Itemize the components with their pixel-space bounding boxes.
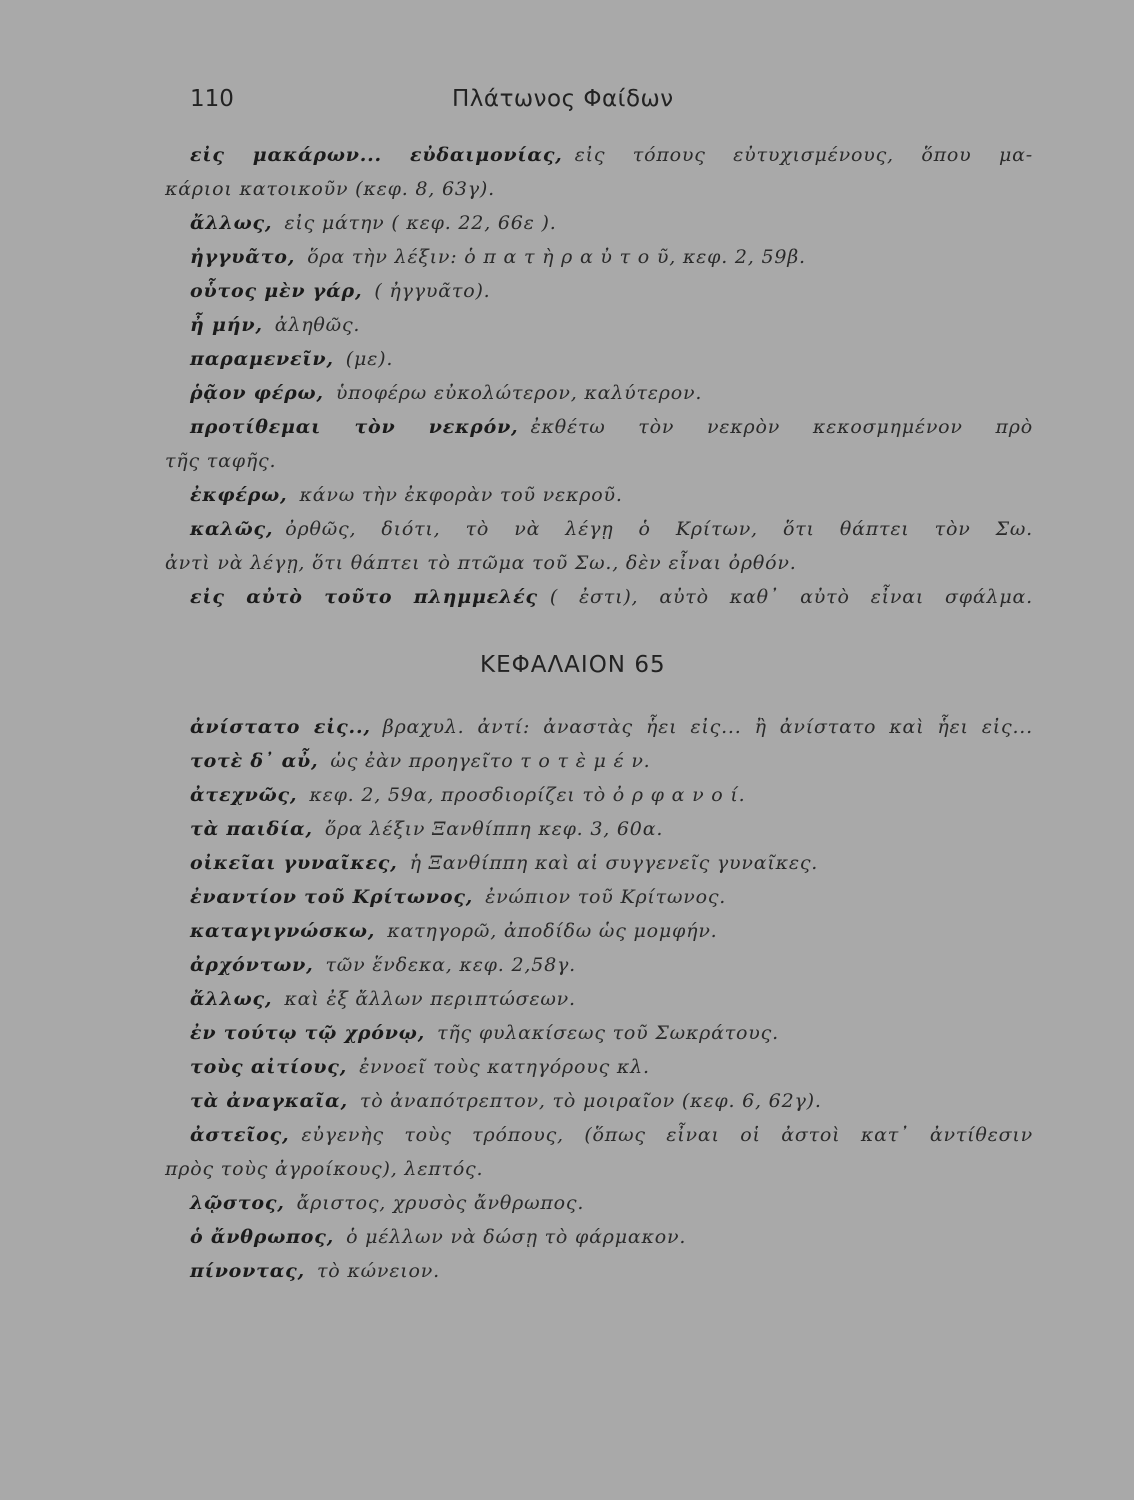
glossary-line [190, 886, 726, 908]
glossary-line [190, 1260, 440, 1282]
glossary-line [190, 1226, 686, 1248]
glossary-lemma: εἰς μακάρων... εὐδαιμονίας, [190, 144, 563, 166]
glossary-lemma: ῥᾷον φέρω, [190, 382, 324, 404]
glossary-gloss: ὀρθῶς, διότι, τὸ νὰ λέγῃ ὁ Κρίτων, ὅτι θάπτει τὸν Σω. [285, 518, 1033, 540]
glossary-line [190, 1022, 779, 1044]
glossary-lemma: ἄλλως, [190, 212, 273, 234]
glossary-line [190, 784, 745, 806]
glossary-lemma: εἰς αὐτὸ τοῦτο πλημμελές [190, 586, 538, 608]
glossary-lemma: τὰ παιδία, [190, 818, 313, 840]
glossary-line [190, 280, 491, 302]
glossary-line [190, 314, 360, 336]
glossary-lemma: ἐναντίον τοῦ Κρίτωνος, [190, 886, 474, 908]
glossary-gloss: τῶν ἕνδεκα, κεφ. 2,58γ. [325, 954, 576, 976]
glossary-gloss: τῆς ταφῆς. [165, 450, 277, 472]
glossary-gloss: κατηγορῶ, ἀποδίδω ὡς μομφήν. [387, 920, 718, 942]
glossary-line [190, 750, 651, 772]
glossary-line [190, 246, 806, 268]
glossary-gloss: ἀληθῶς. [274, 314, 361, 336]
glossary-gloss: ὡς ἐὰν προηγεῖτο τ ο τ ὲ μ έ ν. [330, 750, 651, 772]
glossary-line [190, 416, 1033, 438]
glossary-line [190, 1090, 822, 1112]
glossary-gloss: κάριοι κατοικοῦν (κεφ. 8, 63γ). [165, 178, 495, 200]
glossary-line [165, 552, 797, 574]
glossary-line [190, 920, 718, 942]
glossary-lemma: λῷστος, [190, 1192, 285, 1214]
glossary-gloss: τὸ κώνειον. [316, 1260, 440, 1282]
glossary-line [165, 178, 495, 200]
glossary-line [165, 1158, 483, 1180]
glossary-lemma: προτίθεμαι τὸν νεκρόν, [190, 416, 519, 438]
glossary-gloss: ἡ Ξανθίππη καὶ αἱ συγγενεῖς γυναῖκες. [409, 852, 819, 874]
glossary-lemma: ἐκφέρω, [190, 484, 288, 506]
glossary-gloss: ἄριστος, χρυσὸς ἄνθρωπος. [296, 1192, 585, 1214]
glossary-lemma: ἐν τούτῳ τῷ χρόνῳ, [190, 1022, 426, 1044]
glossary-lemma: ἄλλως, [190, 988, 273, 1010]
glossary-line [190, 212, 557, 234]
glossary-line [190, 716, 1033, 738]
glossary-gloss: πρὸς τοὺς ἀγροίκους), λεπτός. [165, 1158, 484, 1180]
glossary-lemma: τοὺς αἰτίους, [190, 1056, 348, 1078]
glossary-gloss: ἐνώπιον τοῦ Κρίτωνος. [485, 886, 727, 908]
glossary-line [190, 954, 576, 976]
glossary-gloss: ἐννοεῖ τοὺς κατηγόρους κλ. [359, 1056, 650, 1078]
glossary-gloss: βραχυλ. ἀντί: ἀναστὰς ἧει εἰς... ἢ ἀνίστατο καὶ ἧει εἰς... [382, 716, 1033, 738]
glossary-gloss: (με). [345, 348, 394, 370]
glossary-line [190, 144, 1033, 166]
glossary-lemma: ἦ μήν, [190, 314, 263, 336]
glossary-lemma: ἀρχόντων, [190, 954, 314, 976]
glossary-gloss: ὅρα τὴν λέξιν: ὁ π α τ ὴ ρ α ὐ τ ο ῦ, κεφ. 2, 59β. [307, 246, 806, 268]
glossary-lemma: οἰκεῖαι γυναῖκες, [190, 852, 398, 874]
glossary-lemma: καλῶς, [190, 518, 274, 540]
glossary-lemma: καταγιγνώσκω, [190, 920, 376, 942]
glossary-lemma: πίνοντας, [190, 1260, 305, 1282]
glossary-lemma: τὰ ἀναγκαῖα, [190, 1090, 348, 1112]
running-title: Πλάτωνος Φαίδων [452, 86, 674, 112]
glossary-line [190, 1192, 584, 1214]
glossary-line [190, 1124, 1033, 1146]
glossary-line [190, 852, 818, 874]
glossary-lemma: ἀστεῖος, [190, 1124, 290, 1146]
glossary-lemma: ὁ ἄνθρωπος, [190, 1226, 335, 1248]
glossary-gloss: ἀντὶ νὰ λέγῃ, ὅτι θάπτει τὸ πτῶμα τοῦ Σω., δὲν εἶναι ὀρθόν. [165, 552, 797, 574]
glossary-lemma: ἀνίστατο εἰς.., [190, 716, 371, 738]
chapter-heading: ΚΕΦΑΛΑΙΟΝ 65 [480, 652, 666, 678]
page-number: 110 [190, 86, 234, 112]
glossary-gloss: κάνω τὴν ἐκφορὰν τοῦ νεκροῦ. [299, 484, 623, 506]
glossary-gloss: ὁ μέλλων νὰ δώσῃ τὸ φάρμακον. [346, 1226, 687, 1248]
glossary-line [190, 988, 576, 1010]
glossary-lemma: τοτὲ δ᾽ αὖ, [190, 750, 319, 772]
glossary-gloss: τῆς φυλακίσεως τοῦ Σωκράτους. [437, 1022, 779, 1044]
glossary-line [190, 586, 1033, 608]
glossary-gloss: ἐκθέτω τὸν νεκρὸν κεκοσμημένον πρὸ [530, 416, 1033, 438]
glossary-gloss: καὶ ἐξ ἄλλων περιπτώσεων. [284, 988, 576, 1010]
glossary-gloss: εἰς τόπους εὐτυχισμένους, ὅπου μα- [574, 144, 1033, 166]
glossary-gloss: κεφ. 2, 59α, προσδιορίζει τὸ ὀ ρ φ α ν ο ί. [309, 784, 746, 806]
glossary-line [190, 382, 702, 404]
glossary-line [190, 518, 1033, 540]
glossary-line [190, 348, 393, 370]
glossary-gloss: ὅρα λέξιν Ξανθίππη κεφ. 3, 60α. [324, 818, 664, 840]
glossary-gloss: ( ἠγγυᾶτο). [374, 280, 491, 302]
glossary-gloss: ὑποφέρω εὐκολώτερον, καλύτερον. [335, 382, 703, 404]
glossary-gloss: ( ἐστι), αὐτὸ καθ᾽ αὐτὸ εἶναι σφάλμα. [549, 586, 1033, 608]
glossary-line [190, 818, 663, 840]
glossary-lemma: ἀτεχνῶς, [190, 784, 298, 806]
glossary-gloss: εἰς μάτην ( κεφ. 22, 66ε ). [284, 212, 557, 234]
glossary-lemma: οὗτος μὲν γάρ, [190, 280, 363, 302]
glossary-gloss: τὸ ἀναπότρεπτον, τὸ μοιραῖον (κεφ. 6, 62γ). [359, 1090, 822, 1112]
glossary-line [190, 484, 623, 506]
glossary-line [165, 450, 276, 472]
glossary-lemma: ἠγγυᾶτο, [190, 246, 296, 268]
glossary-line [190, 1056, 650, 1078]
glossary-gloss: εὐγενὴς τοὺς τρόπους, (ὅπως εἶναι οἱ ἀστοὶ κατ᾽ ἀντίθεσιν [301, 1124, 1033, 1146]
glossary-lemma: παραμενεῖν, [190, 348, 334, 370]
